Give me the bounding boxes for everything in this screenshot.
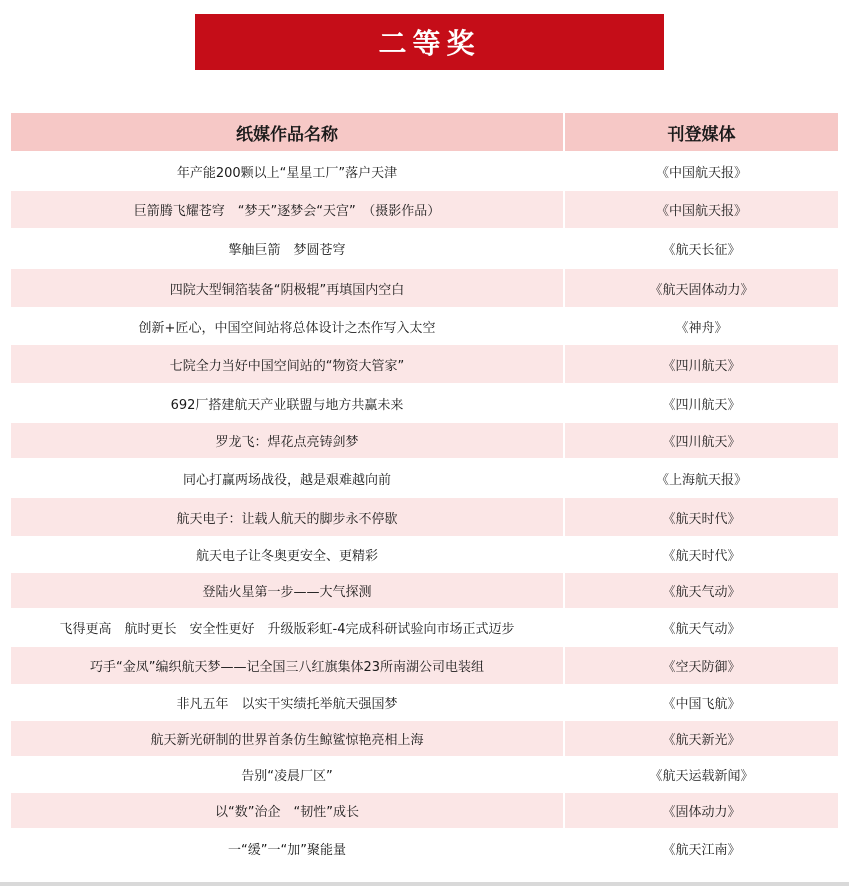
media-cell: 《中国航天报》 <box>564 191 839 229</box>
table-row <box>11 685 839 721</box>
table-row <box>11 308 839 345</box>
table-row <box>11 459 839 498</box>
table-row <box>11 721 839 757</box>
media-cell: 《四川航天》 <box>564 423 839 459</box>
work-title-cell: 航天电子让冬奥更安全、更精彩 <box>11 537 564 573</box>
table-row <box>11 537 839 573</box>
table-row <box>11 269 839 308</box>
media-cell: 《航天固体动力》 <box>564 269 839 308</box>
work-title-cell: 以“数”治企 “韧性”成长 <box>11 793 564 829</box>
media-cell: 《航天新光》 <box>564 721 839 757</box>
table-row <box>11 191 839 229</box>
table-row <box>11 229 839 269</box>
table-row <box>11 423 839 459</box>
work-title-cell: 一“缓”一“加”聚能量 <box>11 829 564 868</box>
media-cell: 《航天时代》 <box>564 537 839 573</box>
table-row <box>11 829 839 868</box>
table-row <box>11 793 839 829</box>
table-row <box>11 498 839 537</box>
media-cell: 《中国航天报》 <box>564 152 839 191</box>
media-cell: 《固体动力》 <box>564 793 839 829</box>
work-title-cell: 年产能200颗以上“星星工厂”落户天津 <box>11 152 564 191</box>
work-title-cell: 告别“凌晨厂区” <box>11 757 564 793</box>
work-title-cell: 航天电子：让载人航天的脚步永不停歇 <box>11 498 564 537</box>
award-table <box>11 113 840 868</box>
media-cell: 《中国飞航》 <box>564 685 839 721</box>
media-cell: 《航天长征》 <box>564 229 839 269</box>
award-title: 二等奖 <box>378 27 481 60</box>
media-cell: 《航天时代》 <box>564 498 839 537</box>
work-title-cell: 同心打赢两场战役，越是艰难越向前 <box>11 459 564 498</box>
media-cell: 《航天运载新闻》 <box>564 757 839 793</box>
media-cell: 《航天气动》 <box>564 573 839 609</box>
media-cell: 《上海航天报》 <box>564 459 839 498</box>
work-title-cell: 登陆火星第一步——大气探测 <box>11 573 564 609</box>
work-title-cell: 罗龙飞：焊花点亮铸剑梦 <box>11 423 564 459</box>
work-title-cell: 巧手“金凤”编织航天梦——记全国三八红旗集体23所南湖公司电装组 <box>11 647 564 685</box>
work-title-cell: 七院全力当好中国空间站的“物资大管家” <box>11 345 564 384</box>
award-banner <box>195 14 664 70</box>
media-cell: 《四川航天》 <box>564 384 839 423</box>
header-media: 刊登媒体 <box>564 113 839 152</box>
table-row <box>11 757 839 793</box>
work-title-cell: 擎舳巨箭 梦圆苍穹 <box>11 229 564 269</box>
work-title-cell: 非凡五年 以实干实绩托举航天强国梦 <box>11 685 564 721</box>
media-cell: 《四川航天》 <box>564 345 839 384</box>
media-cell: 《航天江南》 <box>564 829 839 868</box>
media-cell: 《航天气动》 <box>564 609 839 647</box>
work-title-cell: 航天新光研制的世界首条仿生鲸鲨惊艳亮相上海 <box>11 721 564 757</box>
media-cell: 《神舟》 <box>564 308 839 345</box>
work-title-cell: 巨箭腾飞耀苍穹 “梦天”逐梦会“天宫” （摄影作品） <box>11 191 564 229</box>
table-row <box>11 152 839 191</box>
work-title-cell: 692厂搭建航天产业联盟与地方共赢未来 <box>11 384 564 423</box>
table-row <box>11 609 839 647</box>
work-title-cell: 飞得更高 航时更长 安全性更好 升级版彩虹-4完成科研试验向市场正式迈步 <box>11 609 564 647</box>
table-row <box>11 345 839 384</box>
work-title-cell: 创新+匠心，中国空间站将总体设计之杰作写入太空 <box>11 308 564 345</box>
work-title-cell: 四院大型铜箔装备“阴极辊”再填国内空白 <box>11 269 564 308</box>
media-cell: 《空天防御》 <box>564 647 839 685</box>
table-row <box>11 384 839 423</box>
header-work-title: 纸媒作品名称 <box>11 113 564 152</box>
table-header-row <box>11 113 839 152</box>
table-row <box>11 573 839 609</box>
bottom-divider <box>0 882 849 886</box>
table-row <box>11 647 839 685</box>
